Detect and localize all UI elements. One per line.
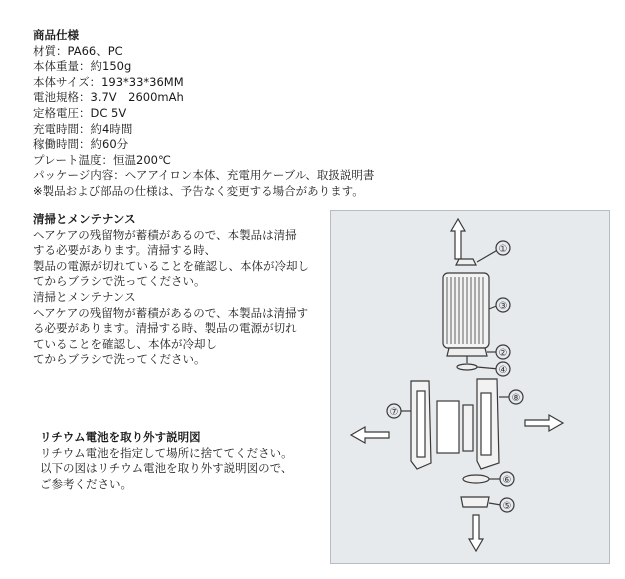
- label-4: ④: [498, 365, 508, 376]
- arrow-left: [351, 427, 389, 443]
- part-4: [457, 364, 477, 370]
- label-2: ②: [498, 348, 508, 359]
- spec-line: 充電時間：約4時間: [33, 121, 133, 136]
- battery-part: [437, 401, 459, 453]
- label-8: ⑧: [511, 393, 521, 404]
- spec-section: [33, 28, 374, 200]
- cleaning-line: 製品の電源が切れていることを確認し、本体が冷却し: [33, 258, 309, 273]
- battery-heading: リチウム電池を取り外す説明図: [40, 430, 201, 444]
- cleaning-line: る必要があります。清掃する時、製品の電源が切れ: [33, 321, 297, 336]
- battery-line: 以下の図はリチウム電池を取り外す説明図ので、: [40, 461, 293, 476]
- cleaning-line: てからブラシで洗ってください。: [33, 274, 206, 289]
- spec-line: 定格電圧：DC 5V: [33, 105, 127, 120]
- cleaning-line: てからブラシで洗ってください。: [33, 352, 206, 367]
- part-6: [463, 475, 489, 483]
- label-5: ⑤: [502, 501, 512, 512]
- spec-line: 本体サイズ：193*33*36MM: [33, 74, 184, 89]
- battery-line: ご参考ください。: [40, 476, 132, 491]
- label-1: ①: [498, 244, 508, 255]
- cleaning-line: する必要があります。清掃する時、: [33, 243, 217, 258]
- spec-line: 材質：PA66、PC: [33, 43, 123, 58]
- spec-line: パッケージ内容：ヘアアイロン本体、充電用ケーブル、取扱説明書: [33, 168, 375, 183]
- part-5: [461, 497, 489, 507]
- part-3: [443, 273, 489, 348]
- cleaning-line: ヘアケアの残留物が蓄積があるので、本製品は清掃: [33, 227, 297, 242]
- label-7: ⑦: [389, 407, 399, 418]
- cleaning-heading: 清掃とメンテナンス: [33, 212, 136, 226]
- cleaning-line: 清掃とメンテナンス: [33, 289, 136, 304]
- spec-line: 本体重量：約150g: [33, 59, 132, 74]
- spec-line: 電池規格：3.7V 2600mAh: [33, 90, 184, 105]
- arrow-down: [469, 515, 483, 551]
- spec-line: プレート温度：恒温200℃: [33, 152, 171, 167]
- spec-note: ※製品および部品の仕様は、予告なく変更する場合があります。: [33, 183, 364, 198]
- disassembly-diagram: [330, 210, 610, 564]
- battery-section: [40, 430, 293, 492]
- arrow-up: [451, 219, 465, 259]
- cleaning-section: [33, 212, 309, 368]
- label-3: ③: [498, 301, 508, 312]
- spec-heading: 商品仕様: [33, 28, 79, 42]
- label-6: ⑥: [502, 475, 512, 486]
- part-2: [447, 348, 487, 356]
- spec-line: 稼働時間：約60分: [33, 137, 129, 152]
- arrow-right: [525, 415, 563, 431]
- diagram-svg: [331, 211, 609, 563]
- part-1: [456, 259, 476, 265]
- cleaning-line: ていることを確認し、本体が冷却し: [33, 336, 217, 351]
- battery-line: リチウム電池を指定して場所に捨ててください。: [40, 445, 293, 460]
- cleaning-line: ヘアケアの残留物が蓄積があるので、本製品は清掃す: [33, 305, 309, 320]
